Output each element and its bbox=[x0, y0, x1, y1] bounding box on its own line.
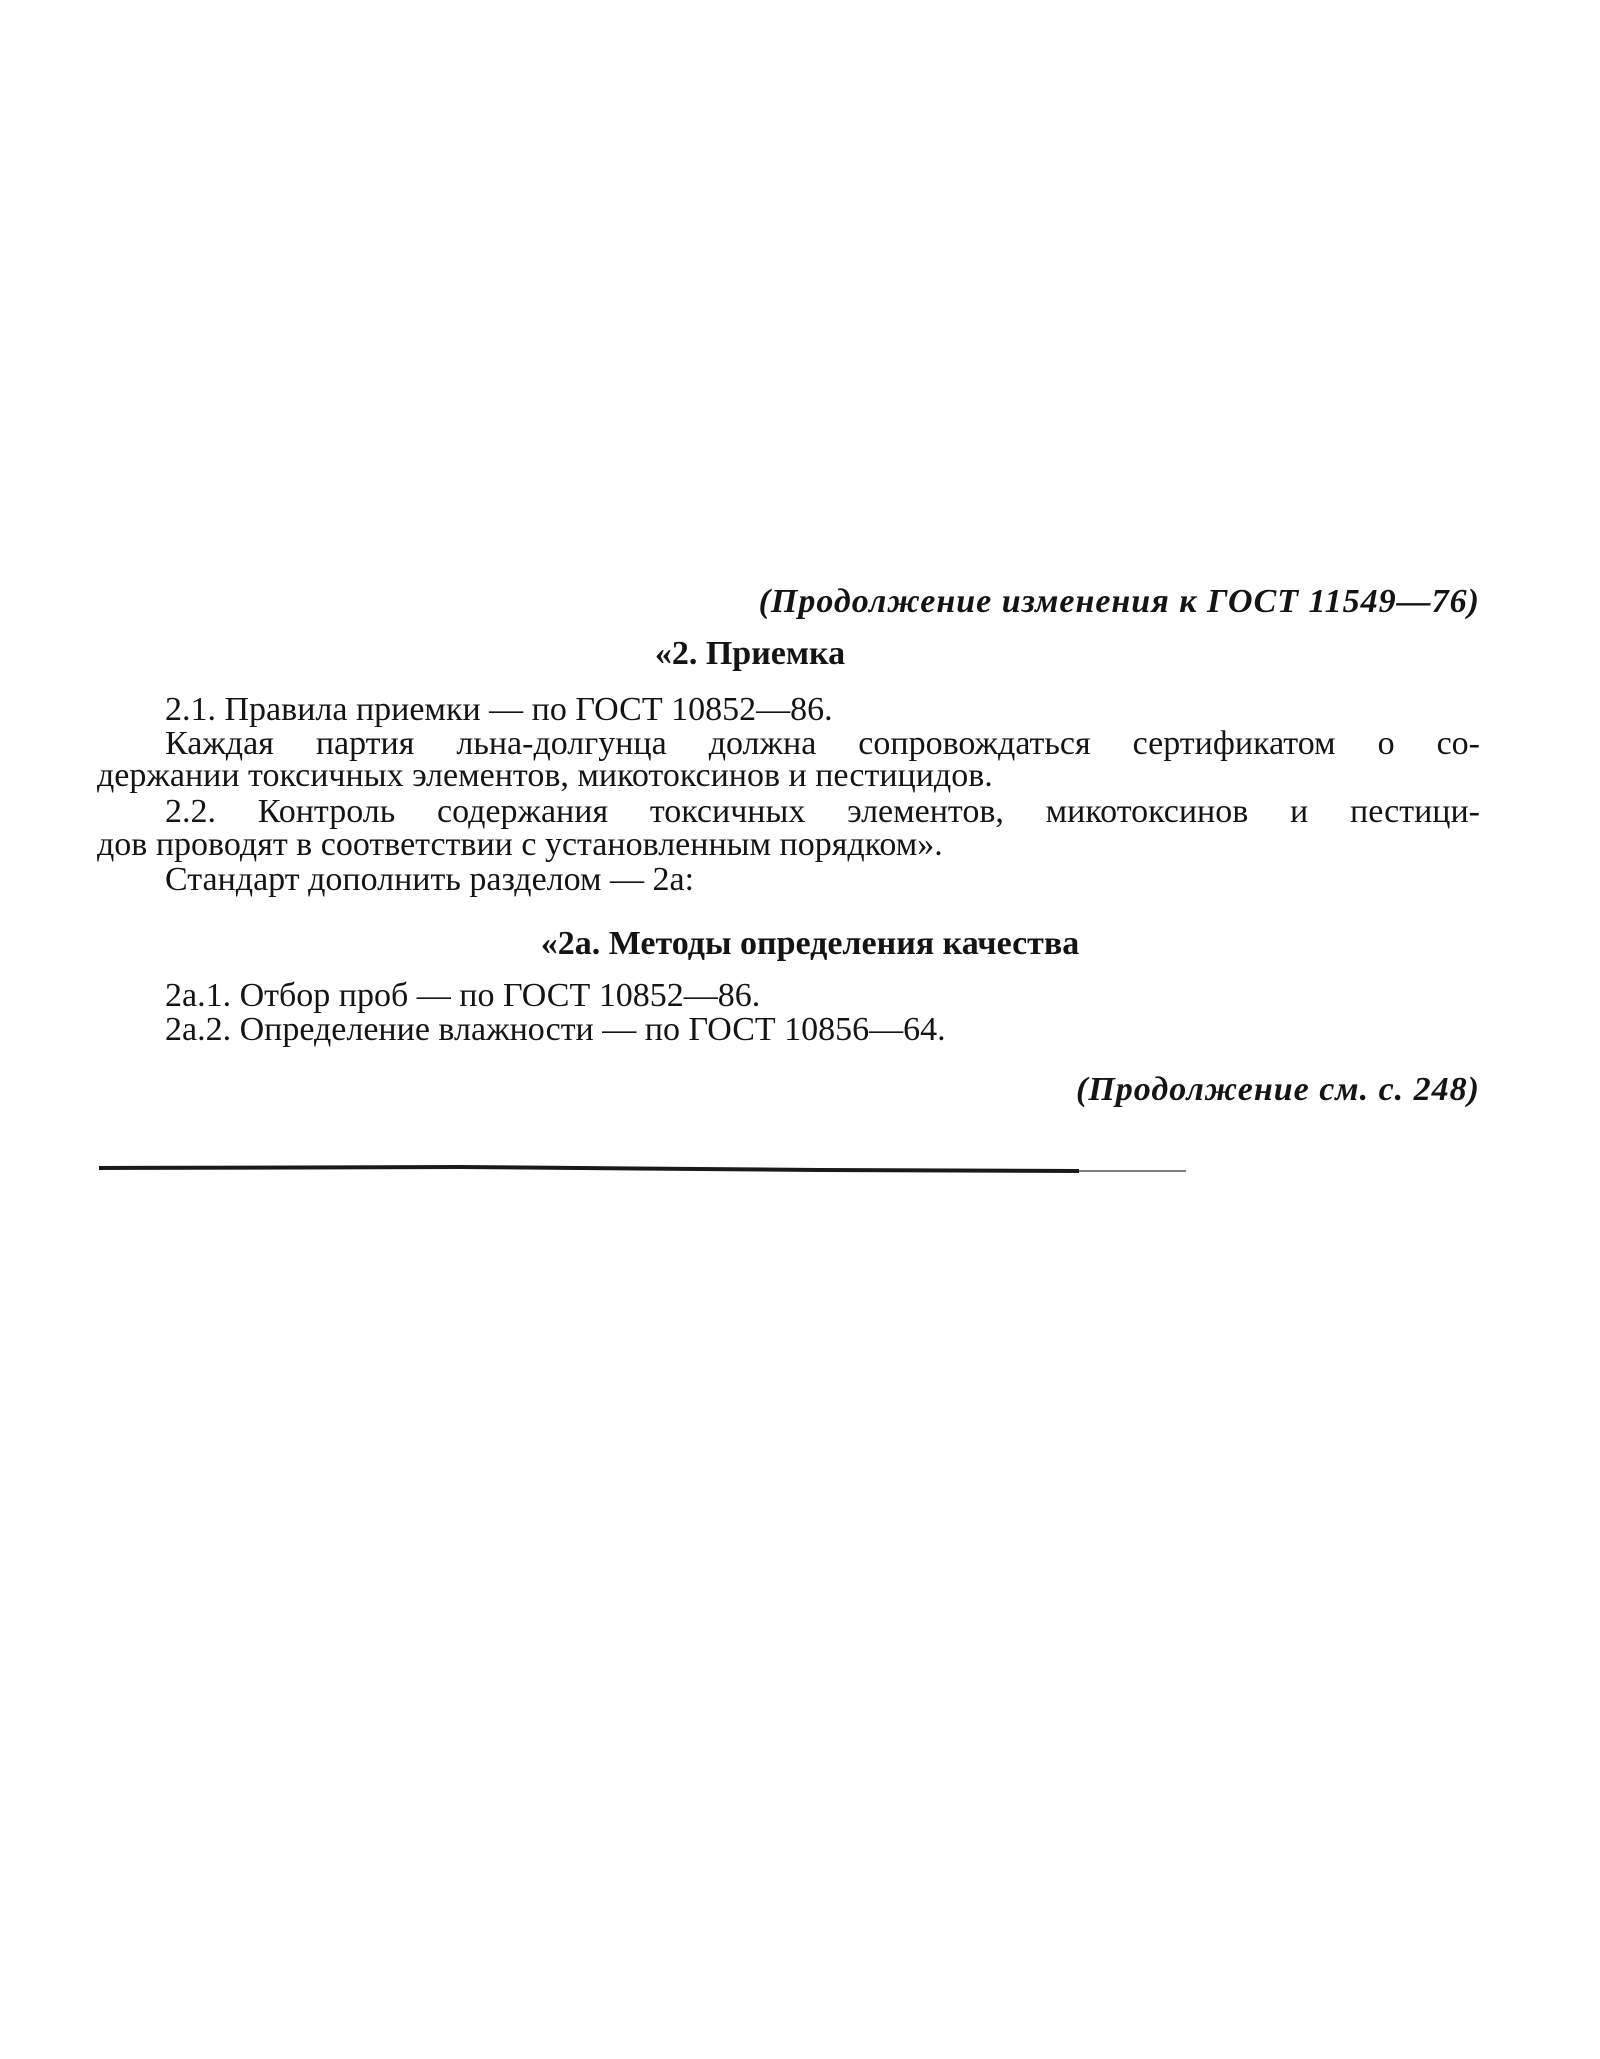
continuation-footer: (Продолжение см. с. 248) bbox=[1076, 1071, 1480, 1108]
section-2-paragraph-4: Стандарт дополнить разделом — 2а: bbox=[165, 861, 695, 898]
section-2-paragraph-2-line-2: держании токсичных элементов, микотоксинов и пестицидов. bbox=[97, 757, 993, 794]
section-2-paragraph-1: 2.1. Правила приемки — по ГОСТ 10852—86. bbox=[165, 691, 833, 728]
section-2a-paragraph-2: 2а.2. Определение влажности — по ГОСТ 10856—64. bbox=[165, 1011, 946, 1048]
section-2-paragraph-3-line-2: дов проводят в соответствии с установленным порядком». bbox=[97, 826, 943, 863]
section-2a-paragraph-1: 2а.1. Отбор проб — по ГОСТ 10852—86. bbox=[165, 977, 761, 1014]
continuation-header: (Продолжение изменения к ГОСТ 11549—76) bbox=[758, 583, 1480, 620]
page-bottom-rule bbox=[99, 1163, 1186, 1175]
section-2a-heading: «2а. Методы определения качества bbox=[540, 925, 1080, 962]
section-2-paragraph-2-line-1: Каждая партия льна-долгунца должна сопровождаться сертификатом о со- bbox=[165, 725, 1480, 762]
section-2-paragraph-3-line-1: 2.2. Контроль содержания токсичных элементов, микотоксинов и пестици- bbox=[165, 793, 1480, 830]
section-2-heading: «2. Приемка bbox=[654, 635, 846, 672]
